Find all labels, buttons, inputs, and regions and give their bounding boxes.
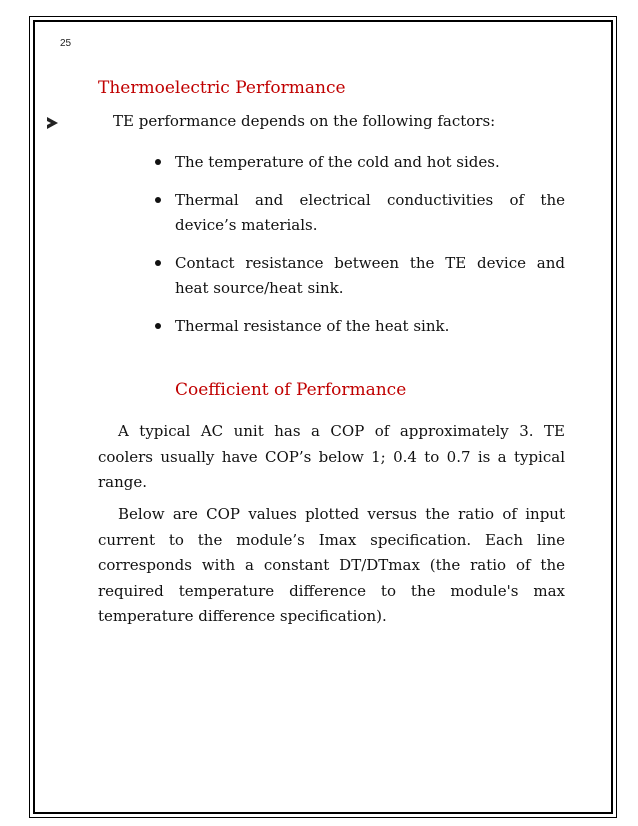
list-item xyxy=(155,150,565,175)
list-item xyxy=(155,251,565,301)
bullet-icon xyxy=(155,197,161,203)
paragraph-cop-plot: Below are COP values plotted versus the ratio of input current to the module’s Imax specification. Each line corresponds with a constant DT/DTmax (the ratio of the required temperature difference to the module's max temperature difference specification). xyxy=(98,505,565,625)
factor-text: The temperature of the cold and hot sides. xyxy=(175,153,500,171)
section-title: Thermoelectric Performance xyxy=(98,78,346,98)
factor-text: Thermal and electrical conductivities of the device’s materials. xyxy=(175,191,565,234)
subsection-title: Coefficient of Performance xyxy=(175,380,407,400)
lead-text: TE performance depends on the following factors: xyxy=(113,112,496,130)
factor-text: Contact resistance between the TE device and heat source/heat sink. xyxy=(175,254,565,297)
factor-text: Thermal resistance of the heat sink. xyxy=(175,317,450,335)
page-border-inner xyxy=(33,20,613,814)
bullet-icon xyxy=(155,323,161,329)
page-number: 25 xyxy=(60,38,72,49)
arrow-bullet-icon xyxy=(47,117,58,129)
list-item xyxy=(155,188,565,238)
paragraph-cop-intro: A typical AC unit has a COP of approximately 3. TE coolers usually have COP’s below 1; 0.4 to 0.7 is a typical range. xyxy=(98,422,565,491)
bullet-icon xyxy=(155,260,161,266)
factor-list xyxy=(155,150,565,339)
list-item xyxy=(155,314,565,339)
bullet-icon xyxy=(155,159,161,165)
